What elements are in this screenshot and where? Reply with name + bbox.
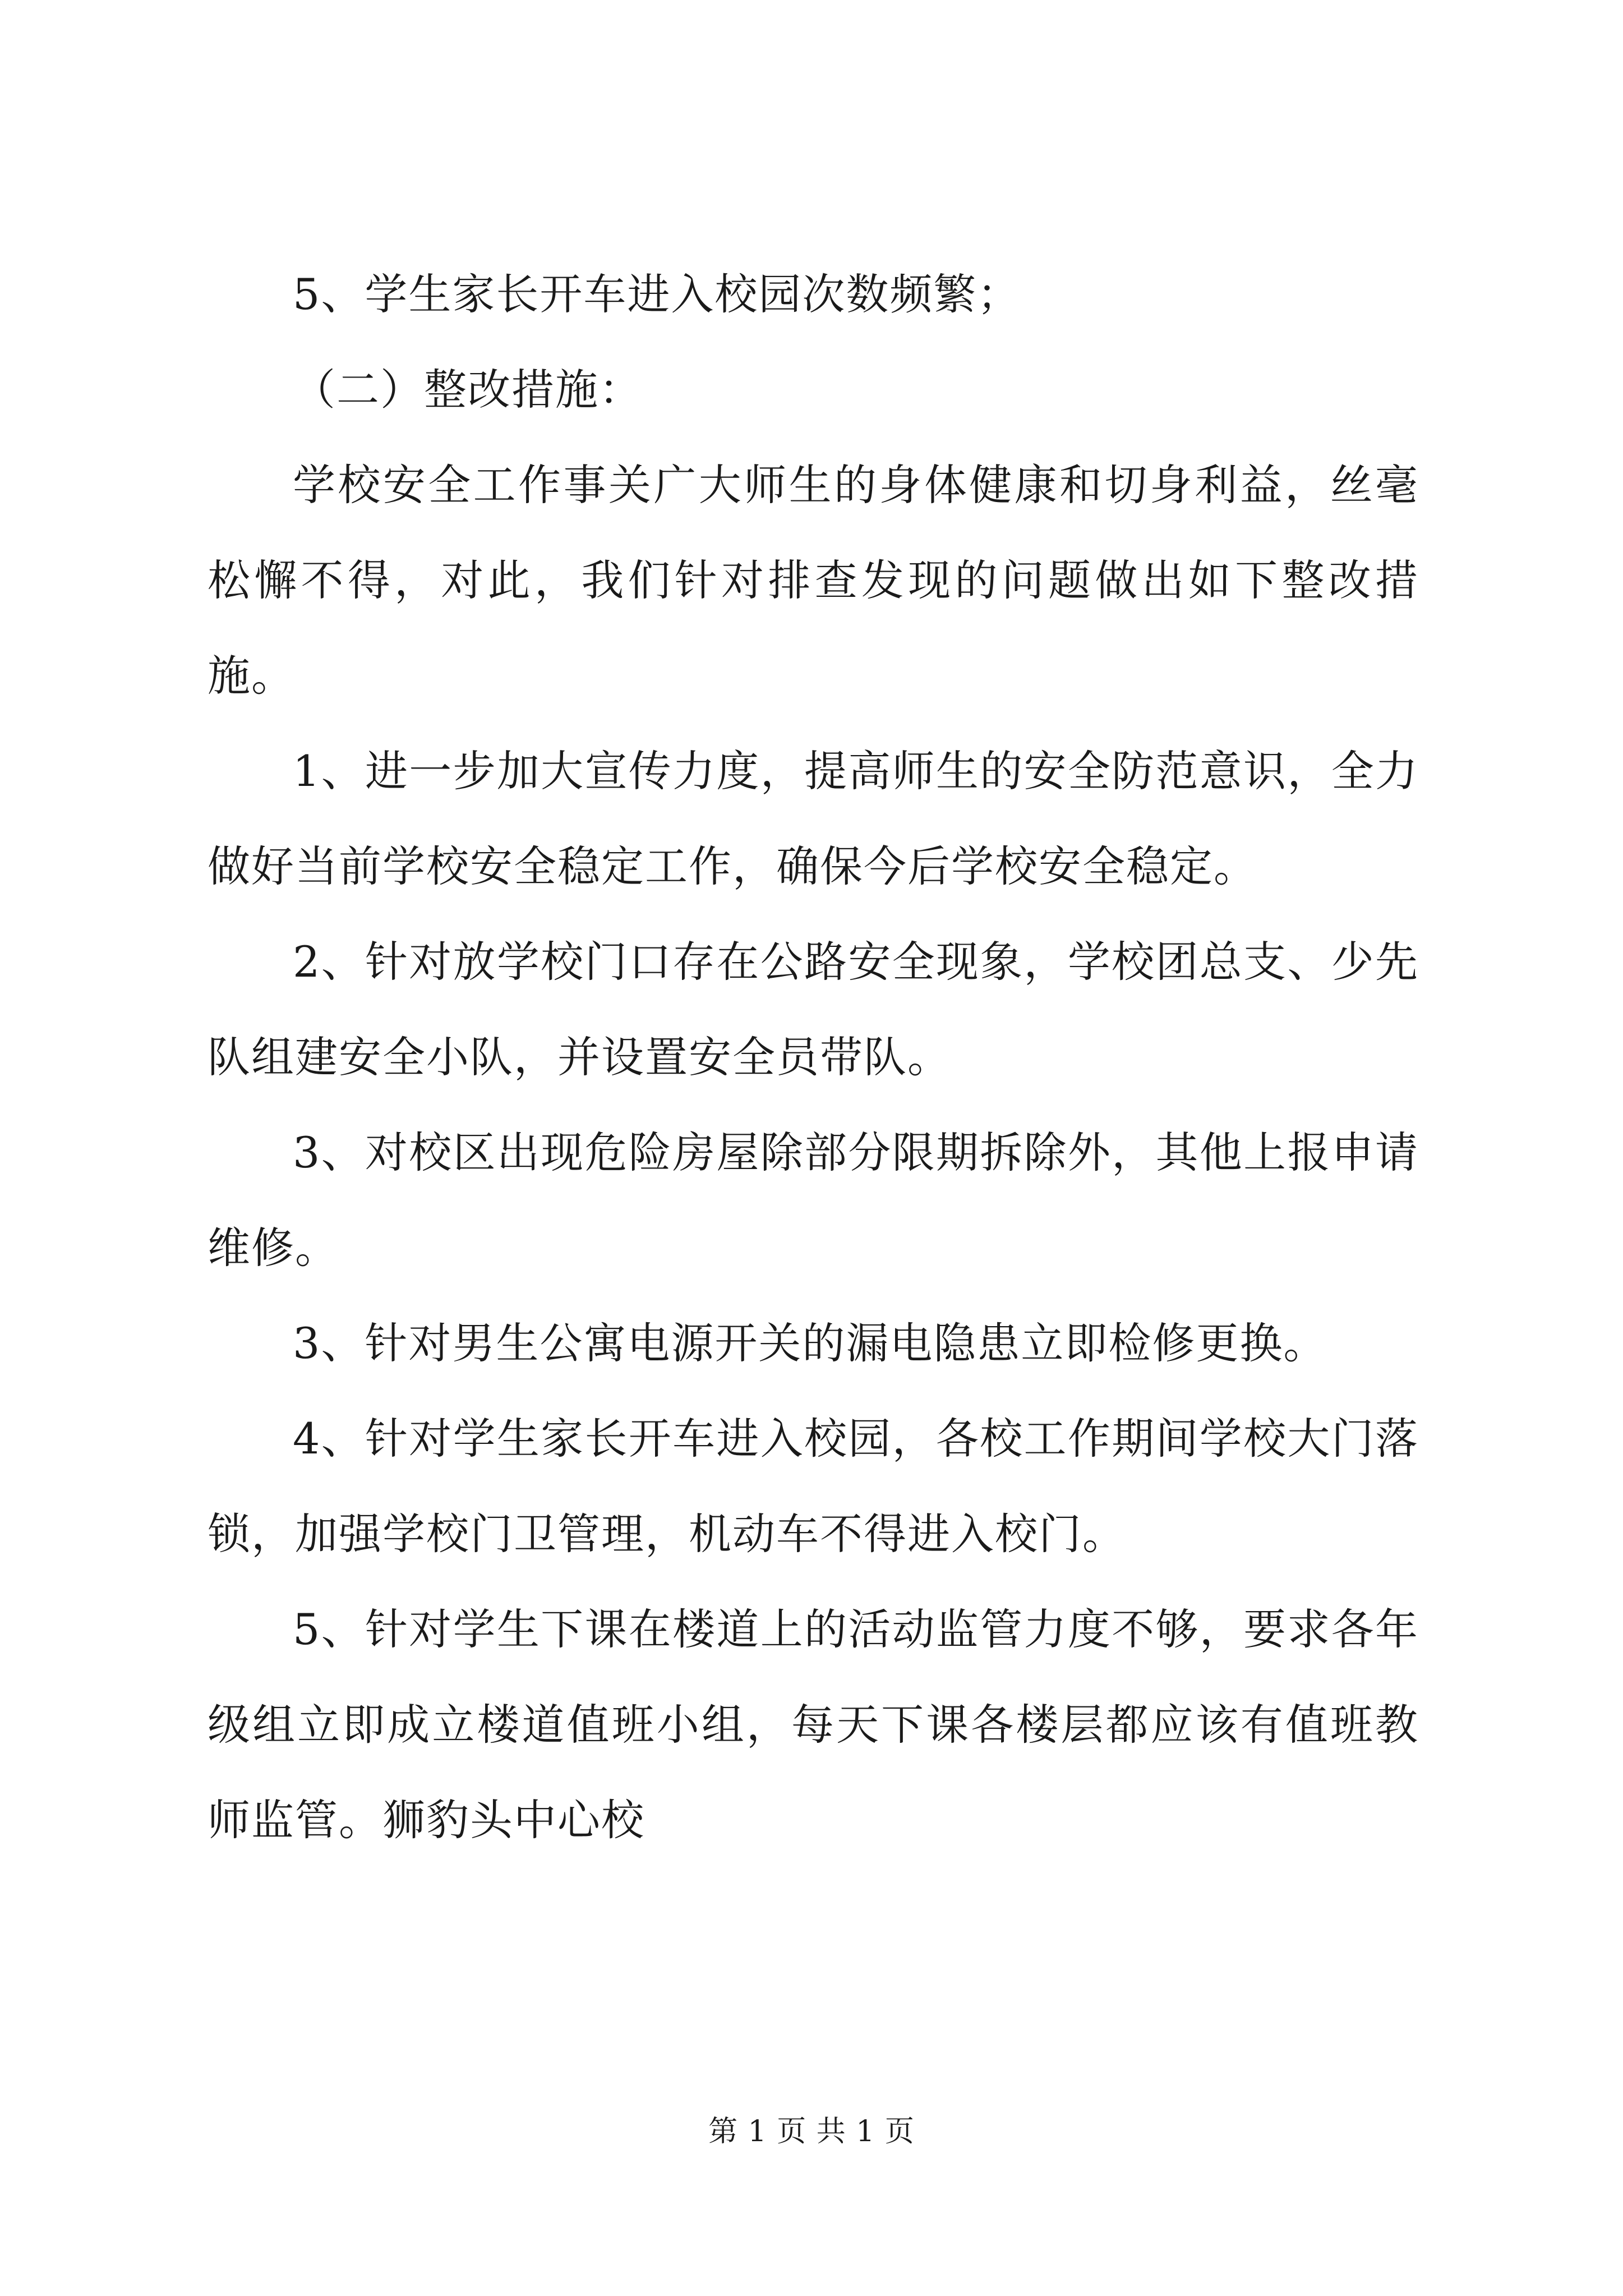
page-footer: 第 1 页 共 1 页 [708,2115,915,2148]
intro-paragraph: 学校安全工作事关广大师生的身体健康和切身利益，丝毫松懈不得，对此，我们针对排查发现的问题做出如下整改措施。 [208,460,1419,701]
section-heading-rectification: （二）整改措施： [293,365,643,415]
measure-item-5: 5、针对学生下课在楼道上的活动监管力度不够，要求各年级组立即成立楼道值班小组，每天下课各楼层都应该有值班教师监管。狮豹头中心校 [208,1604,1419,1845]
measure-item-4: 4、针对学生家长开车进入校园，各校工作期间学校大门落锁，加强学校门卫管理，机动车不得进入校门。 [208,1414,1419,1559]
measure-item-2: 2、针对放学校门口存在公路安全现象，学校团总支、少先队组建安全小队，并设置安全员带队。 [208,937,1419,1082]
measure-item-3b: 3、针对男生公寓电源开关的漏电隐患立即检修更换。 [293,1318,1327,1368]
document-body [208,247,1419,1868]
measure-item-3a: 3、对校区出现危险房屋除部分限期拆除外，其他上报申请维修。 [208,1128,1419,1273]
measure-item-1: 1、进一步加大宣传力度，提高师生的安全防范意识，全力做好当前学校安全稳定工作，确保今后学校安全稳定。 [208,746,1419,891]
list-item-5-issue: 5、学生家长开车进入校园次数频繁； [293,269,1021,319]
